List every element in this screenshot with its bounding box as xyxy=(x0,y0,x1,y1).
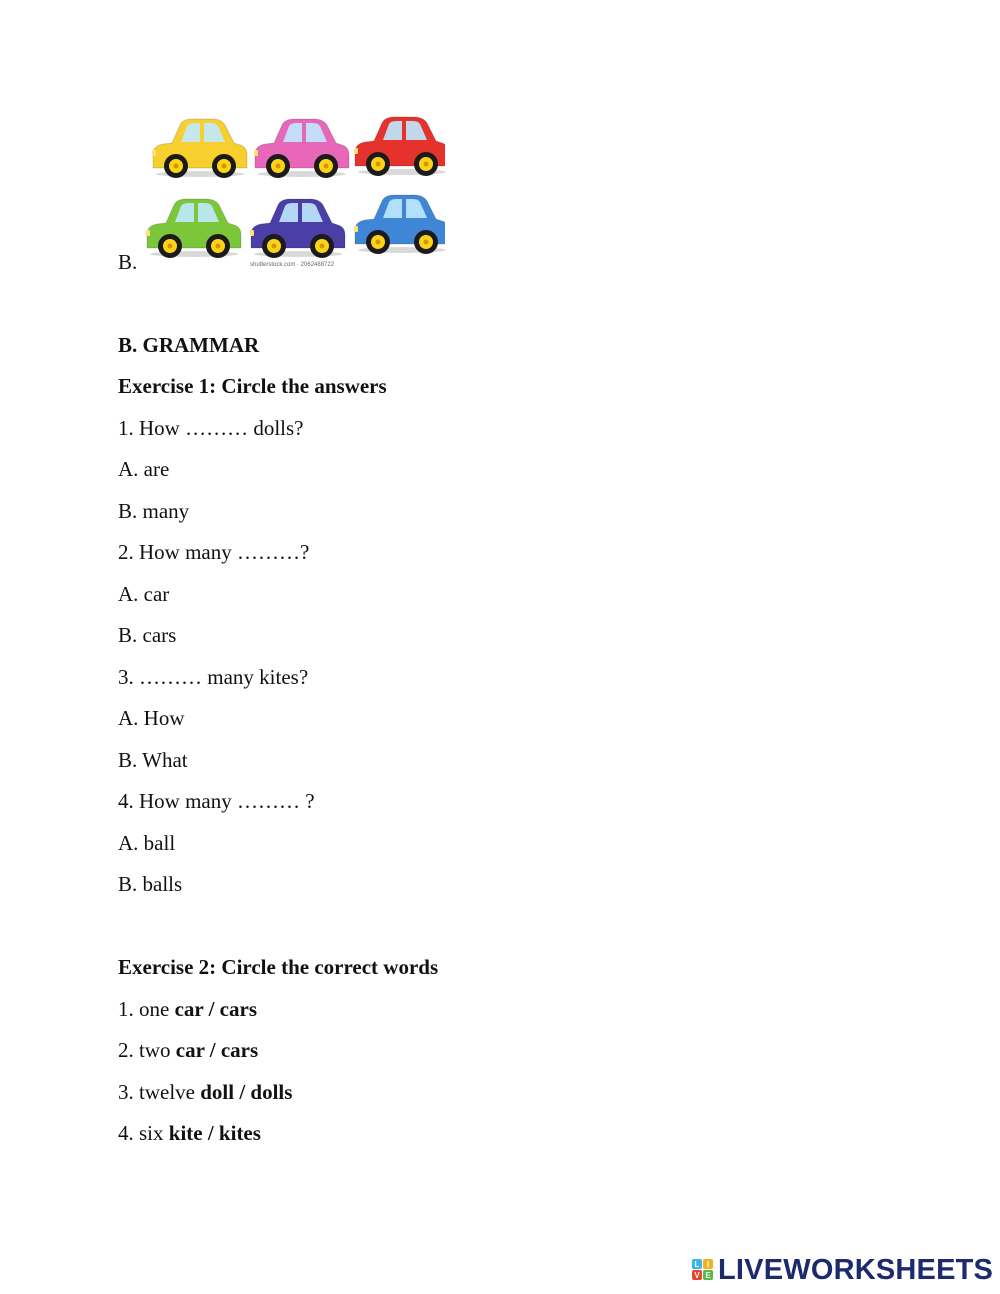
logo-tile-letter: L xyxy=(694,1260,700,1269)
green-car-icon xyxy=(146,199,241,258)
yellow-car-icon xyxy=(152,119,247,178)
exercise2-item-prefix: 4. six xyxy=(118,1121,169,1145)
logo-text: LIVEWORKSHEETS xyxy=(718,1253,994,1286)
exercise1-q3-option-b[interactable]: B. What xyxy=(118,748,188,772)
exercise1-q1-option-b[interactable]: B. many xyxy=(118,499,190,523)
exercise2-item-choice[interactable]: car / cars xyxy=(175,1038,259,1062)
section-title: B. GRAMMAR xyxy=(118,333,260,357)
exercise1-q2-option-a[interactable]: A. car xyxy=(118,582,170,606)
exercise2-item-prefix: 1. one xyxy=(118,997,175,1021)
exercise2-item-choice[interactable]: doll / dolls xyxy=(200,1080,293,1104)
exercise1-q4-prompt: 4. How many ……… ? xyxy=(118,789,315,813)
logo-tile-letter: E xyxy=(705,1271,711,1280)
exercise2-item-prefix: 3. twelve xyxy=(118,1080,201,1104)
exercise2-item-3 xyxy=(118,1079,292,1105)
pink-car-icon xyxy=(254,119,349,178)
red-car-icon xyxy=(354,117,445,176)
exercise1-q2-option-b[interactable]: B. cars xyxy=(118,623,177,647)
exercise1-q4-option-b[interactable]: B. balls xyxy=(118,872,183,896)
exercise1-q2-prompt: 2. How many ………? xyxy=(118,540,310,564)
exercise1-q3-prompt: 3. ……… many kites? xyxy=(118,665,309,689)
purple-car-icon xyxy=(250,199,345,258)
exercise2-item-4 xyxy=(118,1120,261,1146)
exercise2-item-prefix: 2. two xyxy=(118,1038,176,1062)
exercise1-title: Exercise 1: Circle the answers xyxy=(118,374,387,398)
logo-tile-letter: V xyxy=(694,1271,700,1280)
watermark-text: shutterstock.com · 2062488722 xyxy=(250,262,335,268)
exercise1-q3-option-a[interactable]: A. How xyxy=(118,706,185,730)
exercise2-item-1 xyxy=(118,996,257,1022)
exercise2-title: Exercise 2: Circle the correct words xyxy=(118,955,439,979)
exercise2-item-2 xyxy=(118,1037,258,1063)
exercise1-q1-option-a[interactable]: A. are xyxy=(118,457,170,481)
blue-car-icon xyxy=(354,195,445,254)
exercise2-item-choice[interactable]: kite / kites xyxy=(168,1121,261,1145)
figure-option-label: B. xyxy=(118,250,138,274)
exercise1-q4-option-a[interactable]: A. ball xyxy=(118,831,176,855)
exercise2-item-choice[interactable]: car / cars xyxy=(174,997,257,1021)
cars-illustration xyxy=(140,108,445,273)
logo-tile-letter: I xyxy=(706,1260,710,1269)
logo-mark-icon xyxy=(692,1259,714,1281)
liveworksheets-logo xyxy=(692,1252,993,1288)
exercise1-q1-prompt: 1. How ……… dolls? xyxy=(118,416,304,440)
